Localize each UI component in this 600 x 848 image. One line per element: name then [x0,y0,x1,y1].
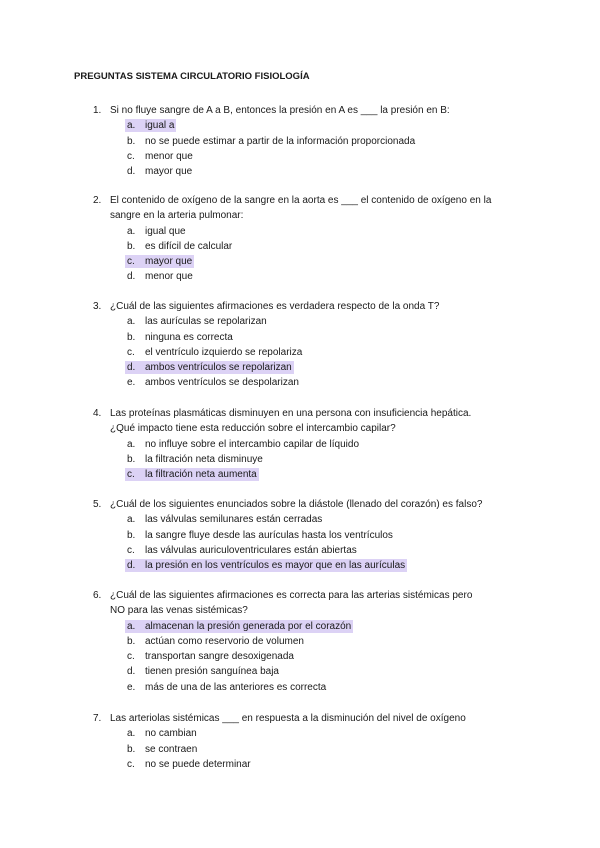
question-text-line [93,103,533,118]
option-letter: c. [127,469,135,481]
option-text: la filtración neta aumenta [145,469,257,481]
question-3 [93,299,533,391]
option-text: igual que [145,225,186,237]
answer-option [93,224,533,239]
option-text: más de una de las anteriores es correcta [145,681,327,693]
option-text: no se puede determinar [145,758,251,770]
question-7 [93,711,533,772]
option-text: igual a [145,120,175,132]
option-text: la presión en los ventrículos es mayor que en las aurículas [145,560,406,572]
answer-option [93,164,533,179]
question-text-line [93,497,533,512]
option-text: las válvulas auriculoventriculares están abiertas [145,544,357,556]
question-text: Si no fluye sangre de A a B, entonces la presión en A es ___ la presión en B: [110,105,450,116]
option-letter: b. [127,635,136,647]
question-text: NO para las venas sistémicas? [110,605,248,617]
question-text-line [93,603,533,618]
option-letter: d. [127,166,136,178]
option-letter: d. [127,362,136,374]
question-number: 7. [93,713,102,724]
option-letter: d. [127,666,136,678]
answer-option [93,269,533,284]
option-text: la filtración neta disminuye [145,453,263,465]
option-letter: a. [127,438,136,450]
question-number: 2. [93,195,102,206]
question-2 [93,193,533,285]
option-text: tienen presión sanguínea baja [145,666,279,678]
option-text: las aurículas se repolarizan [145,316,267,328]
question-6 [93,588,533,695]
question-text: ¿Qué impacto tiene esta reducción sobre el intercambio capilar? [110,423,396,435]
option-letter: a. [127,514,136,526]
question-text-line [93,208,533,223]
answer-option [93,314,533,329]
answer-option [93,649,533,664]
answer-option [93,452,533,467]
answer-option [93,543,533,558]
option-text: ninguna es correcta [145,331,233,343]
option-letter: c. [127,651,135,663]
option-text: actúan como reservorio de volumen [145,635,304,647]
option-text: mayor que [145,256,193,268]
answer-option [93,680,533,695]
question-text: ¿Cuál de las siguientes afirmaciones es correcta para las arterias sistémicas pero [110,590,473,601]
answer-option [93,330,533,345]
option-text: transportan sangre desoxigenada [145,651,294,663]
option-letter: c. [127,256,135,268]
option-text: la sangre fluye desde las aurículas hasta los ventrículos [145,529,393,541]
answer-option [93,467,533,482]
option-letter: a. [127,225,136,237]
question-text: Las proteínas plasmáticas disminuyen en una persona con insuficiencia hepática. [110,408,472,419]
option-text: menor que [145,150,193,162]
question-text: sangre en la arteria pulmonar: [110,210,244,222]
page-title: PREGUNTAS SISTEMA CIRCULATORIO FISIOLOGÍA [74,71,310,82]
option-letter: d. [127,560,136,572]
question-text-line [93,193,533,208]
question-text-line [93,299,533,314]
answer-option [93,149,533,164]
question-number: 4. [93,408,102,419]
option-letter: b. [127,240,136,252]
option-letter: c. [127,150,135,162]
question-text: ¿Cuál de las siguientes afirmaciones es verdadera respecto de la onda T? [110,301,440,312]
question-number: 5. [93,499,102,510]
answer-option [93,254,533,269]
question-text-line [93,711,533,726]
option-text: no cambian [145,728,197,740]
answer-option [93,360,533,375]
answer-option [93,375,533,390]
answer-option [93,558,533,573]
option-text: ambos ventrículos se despolarizan [145,377,299,389]
answer-option [93,437,533,452]
answer-option [93,664,533,679]
answer-option [93,528,533,543]
answer-option [93,239,533,254]
question-text-line [93,406,533,421]
option-text: mayor que [145,166,193,178]
question-text: Las arteriolas sistémicas ___ en respuesta a la disminución del nivel de oxígeno [110,713,466,724]
option-letter: b. [127,135,136,147]
option-text: se contraen [145,743,198,755]
question-1 [93,103,533,179]
option-text: es difícil de calcular [145,240,233,252]
option-text: las válvulas semilunares están cerradas [145,514,323,526]
question-text: ¿Cuál de los siguientes enunciados sobre la diástole (llenado del corazón) es falso? [110,499,483,510]
answer-option [93,619,533,634]
option-letter: d. [127,271,136,283]
option-letter: e. [127,377,136,389]
option-letter: a. [127,620,136,632]
answer-option [93,726,533,741]
answer-option [93,512,533,527]
answer-option [93,757,533,772]
answer-option [93,634,533,649]
option-letter: c. [127,758,135,770]
answer-option [93,134,533,149]
question-text-line [93,421,533,436]
option-letter: c. [127,544,135,556]
question-5 [93,497,533,573]
option-letter: b. [127,743,136,755]
option-text: no se puede estimar a partir de la información proporcionada [145,135,416,147]
option-letter: a. [127,728,136,740]
option-letter: c. [127,346,135,358]
option-letter: b. [127,453,136,465]
option-text: menor que [145,271,193,283]
question-text-line [93,588,533,603]
answer-option [93,118,533,133]
option-text: el ventrículo izquierdo se repolariza [145,346,303,358]
option-letter: b. [127,331,136,343]
question-number: 6. [93,590,102,601]
question-text: El contenido de oxígeno de la sangre en la aorta es ___ el contenido de oxígeno en la [110,195,492,206]
option-text: no influye sobre el intercambio capilar de líquido [145,438,360,450]
question-number: 1. [93,105,102,116]
option-letter: a. [127,316,136,328]
option-letter: e. [127,681,136,693]
question-number: 3. [93,301,102,312]
question-4 [93,406,533,482]
answer-option [93,345,533,360]
option-text: ambos ventrículos se repolarizan [145,362,292,374]
option-letter: a. [127,120,136,132]
option-letter: b. [127,529,136,541]
answer-option [93,742,533,757]
option-text: almacenan la presión generada por el corazón [145,620,352,632]
